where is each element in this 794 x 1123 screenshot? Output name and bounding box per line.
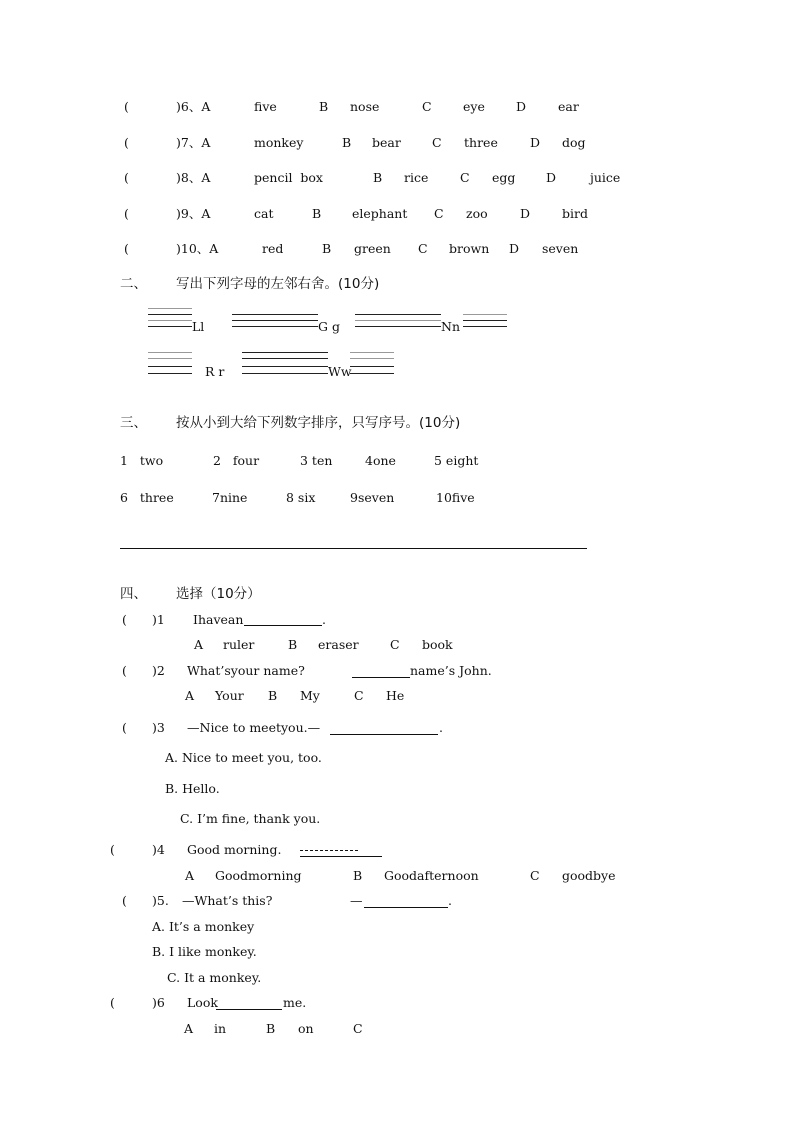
fill-blank-dashed (300, 850, 358, 851)
section-4-title: 选择（10分） (176, 586, 261, 602)
number-item: 7nine (212, 490, 248, 505)
option-c-letter: C (418, 241, 428, 256)
question-text: —What’s this? (182, 893, 273, 908)
option-text: Your (215, 688, 244, 703)
fill-blank[interactable] (364, 907, 448, 908)
option-d: ear (558, 99, 579, 114)
answer-paren[interactable]: ( (124, 206, 129, 221)
number-item: 10five (436, 490, 475, 505)
option-letter: C (390, 637, 400, 652)
writing-line (232, 320, 318, 321)
option-text: Goodmorning (215, 868, 302, 883)
option-text: B. I like monkey. (152, 944, 257, 959)
question-number: )9、A (176, 206, 211, 221)
writing-line (350, 358, 394, 359)
option-c-letter: C (422, 99, 432, 114)
answer-paren[interactable]: ( (122, 663, 127, 678)
number-item: 6 three (120, 490, 174, 505)
option-text: Goodafternoon (384, 868, 479, 883)
option-b: green (354, 241, 391, 256)
answer-paren[interactable]: ( (124, 99, 129, 114)
option-d-letter: D (509, 241, 520, 256)
option-d-letter: D (516, 99, 527, 114)
question-number: )7、A (176, 135, 211, 150)
option-b-letter: B (342, 135, 352, 150)
option-text: ruler (223, 637, 255, 652)
section-2-number: 二、 (120, 276, 147, 292)
writing-line (148, 314, 192, 315)
letter-ww: Ww (328, 364, 352, 379)
writing-line (350, 352, 394, 353)
number-item: 8 six (286, 490, 316, 505)
question-number: )5. (152, 893, 169, 908)
writing-line (242, 366, 328, 367)
option-a: pencil box (254, 170, 323, 185)
option-letter: A (184, 1021, 194, 1036)
question-text: Good morning. (187, 842, 282, 857)
option-text: in (214, 1021, 227, 1036)
option-b: bear (372, 135, 401, 150)
writing-line (355, 320, 441, 321)
writing-line (463, 326, 507, 327)
option-d: seven (542, 241, 579, 256)
number-item: 3 ten (300, 453, 333, 468)
option-d: juice (590, 170, 621, 185)
question-text: What’syour name? (187, 663, 305, 678)
option-d: dog (562, 135, 586, 150)
sentence-end: . (322, 612, 326, 627)
answer-paren[interactable]: ( (122, 720, 127, 735)
answer-paren[interactable]: ( (124, 135, 129, 150)
question-number: )6 (152, 995, 165, 1010)
question-number: )2 (152, 663, 165, 678)
option-letter: B (288, 637, 298, 652)
option-a: monkey (254, 135, 304, 150)
writing-line (148, 373, 192, 374)
option-b-letter: B (322, 241, 332, 256)
answer-paren[interactable]: ( (110, 995, 115, 1010)
question-text: Ihavean (193, 612, 244, 627)
fill-blank[interactable] (352, 677, 410, 678)
option-a: cat (254, 206, 274, 221)
writing-line (463, 320, 507, 321)
option-letter: C (530, 868, 540, 883)
number-item: 9seven (350, 490, 395, 505)
writing-line (242, 358, 328, 359)
number-item: 2 four (213, 453, 260, 468)
option-b-letter: B (319, 99, 329, 114)
answer-paren[interactable]: ( (110, 842, 115, 857)
writing-line (148, 358, 192, 359)
writing-line (148, 320, 192, 321)
option-c: egg (492, 170, 516, 185)
letter-nn: Nn (441, 319, 460, 334)
option-c: zoo (466, 206, 488, 221)
option-letter: A (185, 868, 195, 883)
writing-line (350, 373, 394, 374)
number-item: 5 eight (434, 453, 479, 468)
sentence-end: me. (283, 995, 307, 1010)
option-text: C. It a monkey. (167, 970, 262, 985)
option-c-letter: C (434, 206, 444, 221)
fill-blank[interactable] (300, 856, 382, 857)
option-letter: A (194, 637, 204, 652)
writing-line (148, 326, 192, 327)
option-c: eye (463, 99, 485, 114)
option-text: My (300, 688, 320, 703)
option-c-letter: C (432, 135, 442, 150)
answer-paren[interactable]: ( (122, 893, 127, 908)
letter-rr: R r (205, 364, 225, 379)
option-letter: B (353, 868, 363, 883)
fill-blank[interactable] (216, 1009, 282, 1010)
dialog-dash: — (350, 893, 363, 908)
question-text: Look (187, 995, 218, 1010)
answer-paren[interactable]: ( (124, 241, 129, 256)
question-number: )4 (152, 842, 165, 857)
option-b-letter: B (373, 170, 383, 185)
option-letter: C (353, 1021, 363, 1036)
writing-line (148, 308, 192, 309)
question-number: )8、A (176, 170, 211, 185)
option-letter: B (266, 1021, 276, 1036)
option-letter: B (268, 688, 278, 703)
section-4-number: 四、 (120, 586, 147, 602)
section-2-title: 写出下列字母的左邻右舍。(10分) (176, 276, 380, 292)
option-text: book (422, 637, 453, 652)
writing-line (232, 314, 318, 315)
writing-line (242, 352, 328, 353)
writing-line (242, 373, 328, 374)
sentence-end: . (439, 720, 443, 735)
option-c-letter: C (460, 170, 470, 185)
option-letter: A (185, 688, 195, 703)
writing-line (232, 326, 318, 327)
option-b-letter: B (312, 206, 322, 221)
fill-blank[interactable] (244, 625, 322, 626)
writing-line (350, 366, 394, 367)
option-d-letter: D (520, 206, 531, 221)
writing-line (463, 314, 507, 315)
option-text: A. It’s a monkey (152, 919, 255, 934)
answer-paren[interactable]: ( (124, 170, 129, 185)
number-item: 4one (365, 453, 396, 468)
option-text: A. Nice to meet you, too. (165, 750, 322, 765)
section-3-number: 三、 (120, 415, 147, 431)
writing-line (355, 326, 441, 327)
option-text: He (386, 688, 405, 703)
option-b: rice (404, 170, 429, 185)
question-number: )1 (152, 612, 165, 627)
section-3-title: 按从小到大给下列数字排序，只写序号。(10分) (176, 415, 461, 431)
fill-blank[interactable] (330, 734, 438, 735)
answer-paren[interactable]: ( (122, 612, 127, 627)
number-item: 1 two (120, 453, 164, 468)
question-tail: name’s John. (410, 663, 492, 678)
option-text: on (298, 1021, 314, 1036)
letter-ll: Ll (192, 319, 205, 334)
sentence-end: . (448, 893, 452, 908)
option-d-letter: D (530, 135, 541, 150)
option-a: five (254, 99, 277, 114)
question-text: —Nice to meetyou.— (187, 720, 321, 735)
option-c: three (464, 135, 498, 150)
option-a: red (262, 241, 284, 256)
option-b: elephant (352, 206, 408, 221)
option-c: brown (449, 241, 490, 256)
option-text: C. I’m fine, thank you. (180, 811, 321, 826)
letter-gg: G g (318, 319, 340, 334)
option-letter: C (354, 688, 364, 703)
option-text: B. Hello. (165, 781, 220, 796)
question-number: )10、A (176, 241, 219, 256)
question-number: )3 (152, 720, 165, 735)
option-d-letter: D (546, 170, 557, 185)
writing-line (148, 366, 192, 367)
answer-line[interactable] (120, 548, 587, 549)
option-d: bird (562, 206, 588, 221)
writing-line (148, 352, 192, 353)
option-b: nose (350, 99, 380, 114)
option-text: eraser (318, 637, 359, 652)
writing-line (355, 314, 441, 315)
question-number: )6、A (176, 99, 211, 114)
option-text: goodbye (562, 868, 616, 883)
